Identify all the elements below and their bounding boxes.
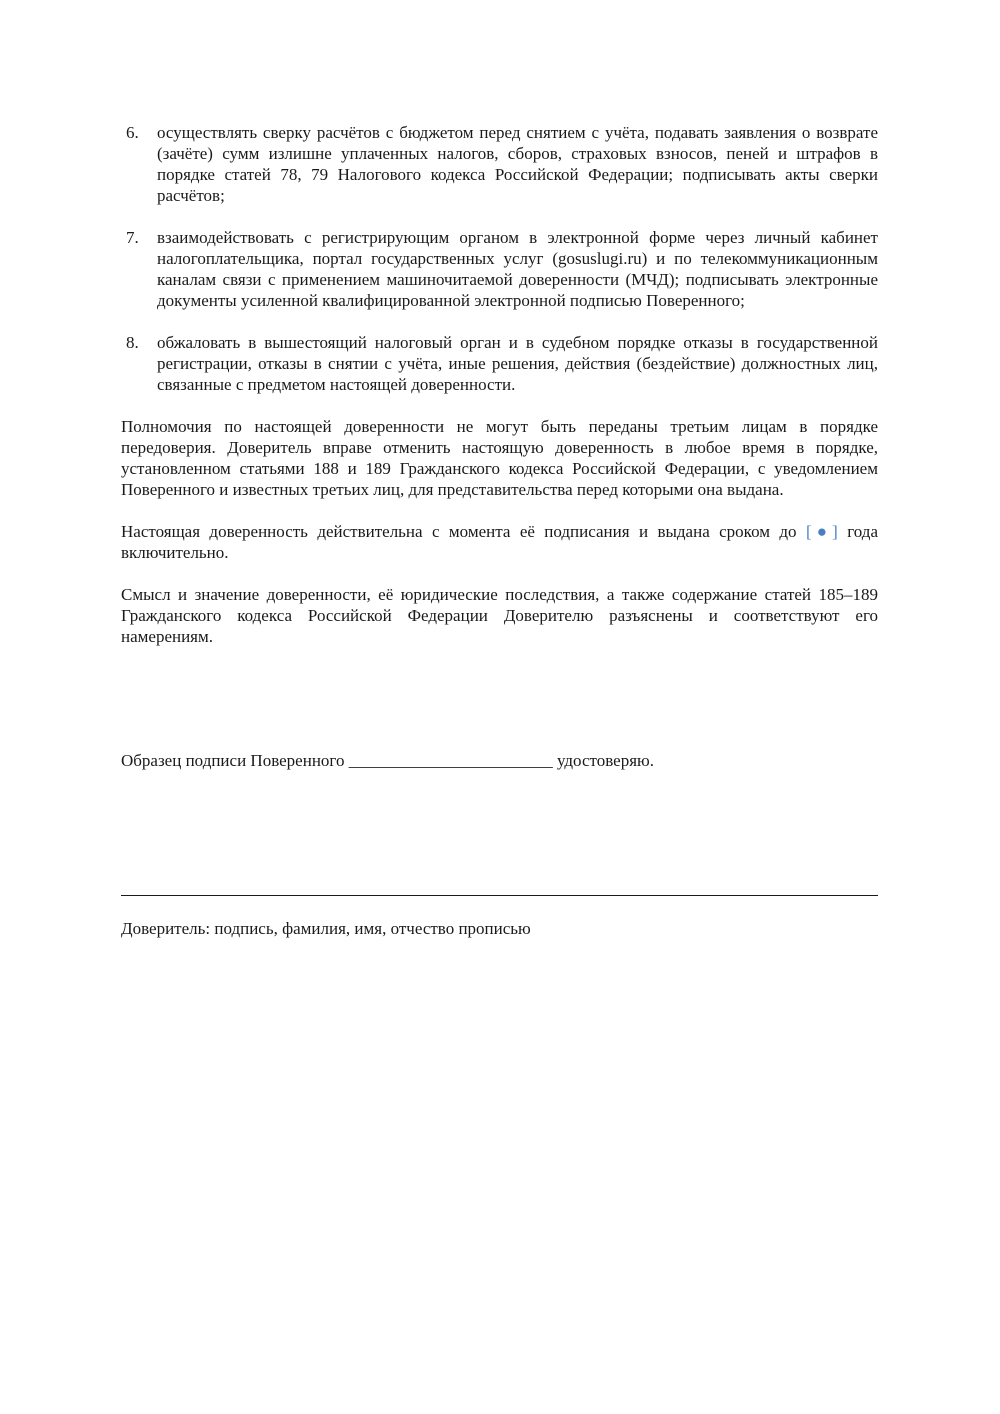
validity-text-before: Настоящая доверенность действительна с момента её подписания и выдана сроком до: [121, 522, 806, 541]
list-item-number: 8.: [126, 333, 139, 352]
delegation-paragraph: Полномочия по настоящей доверенности не могут быть переданы третьим лицам в порядке передоверия. Доверитель вправе отменить настоящую доверенность в любое время в порядке, установленном статьями 188 и 189 Гражданского кодекса Российской Федерации, с уведомлением Поверенного и известных третьих лиц, для представительства перед которыми она выдана.: [121, 417, 878, 499]
signature-rule: [121, 895, 878, 896]
list-item-text: осуществлять сверку расчётов с бюджетом перед снятием с учёта, подавать заявления о возврате (зачёте) сумм излишне уплаченных налогов, сборов, страховых взносов, пеней и штрафов в порядке статей 78, 79 Налогового кодекса Российской Федерации; подписывать акты сверки расчётов;: [157, 123, 878, 205]
list-item: [121, 227, 878, 311]
list-item-text: обжаловать в вышестоящий налоговый орган и в судебном порядке отказы в государственной регистрации, отказы в снятии с учёта, иные решения, действия (бездействие) должностных лиц, связанные с предметом настоящей доверенности.: [157, 333, 878, 394]
signature-caption: Доверитель: подпись, фамилия, имя, отчество прописью: [121, 919, 531, 938]
term-placeholder: [●]: [805, 522, 838, 541]
list-item: [121, 332, 878, 395]
list-item-text: взаимодействовать с регистрирующим органом в электронной форме через личный кабинет налогоплательщика, портал государственных услуг (gosuslugi.ru) и по телекоммуникационным каналам связи с применением машиночитаемой доверенности (МЧД); подписывать электронные документы усиленной квалифицированной электронной подписью Поверенного;: [157, 228, 878, 310]
validity-text-after: года включительно.: [121, 522, 878, 562]
list-item: [121, 122, 878, 206]
list-item-number: 6.: [126, 123, 139, 142]
signature-sample-line: Образец подписи Поверенного ________________________ удостоверяю.: [121, 751, 654, 770]
meaning-paragraph: Смысл и значение доверенности, её юридические последствия, а также содержание статей 185–189 Гражданского кодекса Российской Федерации Доверителю разъяснены и соответствуют его намерениям.: [121, 585, 878, 646]
validity-paragraph: [121, 521, 878, 563]
powers-list: [121, 122, 878, 395]
document-body: [121, 122, 878, 668]
list-item-number: 7.: [126, 228, 139, 247]
